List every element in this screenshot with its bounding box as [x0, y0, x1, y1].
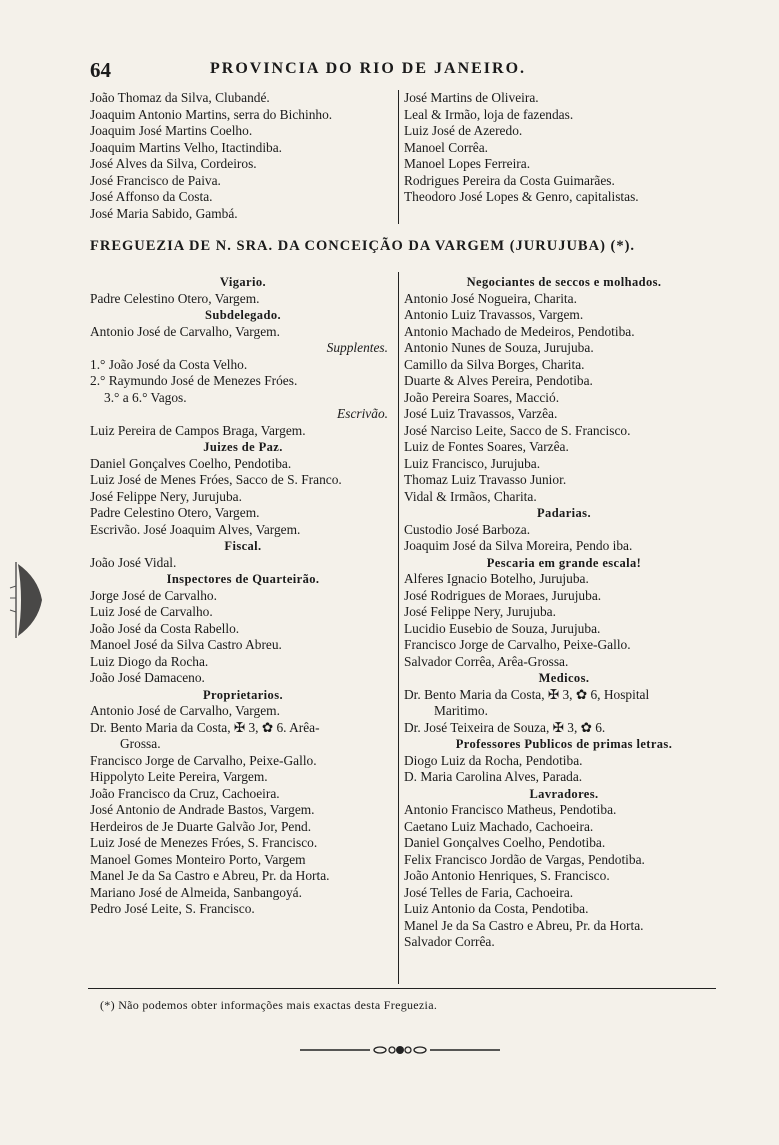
ornament-divider: [300, 1043, 500, 1057]
entry-line: Mariano José de Almeida, Sanbangoyá.: [90, 884, 302, 900]
entry-line: Antonio José de Carvalho, Vargem.: [90, 703, 280, 718]
left-column: [90, 274, 396, 918]
entry-line: Joaquim José Martins Coelho.: [90, 123, 253, 138]
column-divider-top: [398, 90, 399, 224]
entry-line: Luiz José de Menes Fróes, Sacco de S. Franco.: [90, 472, 342, 487]
entry-line: Luiz Pereira de Campos Braga, Vargem.: [90, 422, 306, 438]
entry-line: José Felippe Nery, Jurujuba.: [90, 488, 242, 504]
entry-line: Salvador Corrêa, Arêa-Grossa.: [404, 653, 569, 669]
page-title: PROVINCIA DO RIO DE JANEIRO.: [210, 60, 527, 77]
entry-line: Antonio Machado de Medeiros, Pendotiba.: [404, 323, 635, 339]
entry-line: João José Damaceno.: [90, 670, 205, 685]
entry-line: José Narciso Leite, Sacco de S. Francisco.: [404, 422, 631, 438]
entry-line: Diogo Luiz da Rocha, Pendotiba.: [404, 752, 583, 768]
entry-line: 1.° João José da Costa Velho.: [90, 356, 248, 372]
entry-line: José Antonio de Andrade Bastos, Vargem.: [90, 802, 315, 817]
entry-line: Lucidio Eusebio de Souza, Jurujuba.: [404, 620, 601, 636]
entry-line: 2.° Raymundo José de Menezes Fróes.: [90, 373, 298, 388]
entry-line: José Affonso da Costa.: [90, 189, 213, 204]
entry-line: José Rodrigues de Moraes, Jurujuba.: [404, 587, 602, 603]
entry-line: José Martins de Oliveira.: [404, 90, 539, 105]
entry-line: Antonio Luiz Travassos, Vargem.: [404, 307, 584, 322]
entry-line: João José Vidal.: [90, 554, 177, 570]
entry-line: José Maria Sabido, Gambá.: [90, 205, 238, 221]
entry-line: Joaquim Martins Velho, Itactindiba.: [90, 139, 283, 155]
entry-line: João Antonio Henriques, S. Francisco.: [404, 868, 610, 883]
section-heading: Fiscal.: [224, 539, 262, 553]
section-heading: Padarias.: [537, 506, 591, 520]
entry-line: José Telles de Faria, Cachoeira.: [404, 884, 574, 900]
entry-line: D. Maria Carolina Alves, Parada.: [404, 769, 583, 784]
entry-line: Manoel José da Silva Castro Abreu.: [90, 637, 282, 652]
section-heading: Inspectores de Quarteirão.: [166, 572, 320, 586]
entry-line: Duarte & Alves Pereira, Pendotiba.: [404, 373, 593, 388]
top-right-column: [404, 90, 724, 206]
parish-heading: FREGUEZIA DE N. SRA. DA CONCEIÇÃO DA VARGEM (JURUJUBA) (*).: [90, 238, 636, 254]
entry-line: Antonio Nunes de Souza, Jurujuba.: [404, 340, 594, 355]
entry-line: Manel Je da Sa Castro e Abreu, Pr. da Horta.: [90, 868, 330, 883]
entry-line: Daniel Gonçalves Coelho, Pendotiba.: [404, 835, 606, 850]
entry-line: Alferes Ignacio Botelho, Jurujuba.: [404, 571, 589, 586]
entry-line: Padre Celestino Otero, Vargem.: [90, 290, 260, 306]
entry-line: José Francisco de Paiva.: [90, 172, 221, 188]
entry-line: Daniel Gonçalves Coelho, Pendotiba.: [90, 455, 292, 471]
entry-line: Herdeiros de Je Duarte Galvão Jor, Pend.: [90, 818, 312, 834]
entry-line: João Thomaz da Silva, Clubandé.: [90, 90, 270, 105]
top-left-column: [90, 90, 396, 222]
entry-continuation: Maritimo.: [434, 703, 488, 718]
entry-line: Rodrigues Pereira da Costa Guimarães.: [404, 172, 615, 188]
entry-line: Hippolyto Leite Pereira, Vargem.: [90, 769, 268, 784]
section-heading: Vigario.: [219, 275, 267, 289]
entry-line: Manel Je da Sa Castro e Abreu, Pr. da Horta.: [404, 917, 644, 933]
entry-line: Manoel Lopes Ferreira.: [404, 156, 531, 171]
entry-line: Dr. José Teixeira de Souza, ✠ 3, ✿ 6.: [404, 719, 606, 735]
entry-line: Luiz José de Carvalho.: [90, 604, 213, 619]
entry-line: Custodio José Barboza.: [404, 521, 531, 537]
entry-line: Luiz de Fontes Soares, Varzêa.: [404, 439, 569, 454]
section-heading: Lavradores.: [529, 786, 599, 801]
entry-line: Joaquim Antonio Martins, serra do Bichinho.: [90, 106, 333, 122]
entry-line: 3.° a 6.° Vagos.: [104, 389, 187, 405]
page-header: [90, 58, 730, 80]
entry-line: Antonio José de Carvalho, Vargem.: [90, 323, 280, 339]
entry-line: Francisco Jorge de Carvalho, Peixe-Gallo.: [404, 637, 631, 652]
entry-line: Dr. Bento Maria da Costa, ✠ 3, ✿ 6, Hospital: [404, 686, 650, 702]
entry-line: José Felippe Nery, Jurujuba.: [404, 604, 556, 619]
entry-line: João José da Costa Rabello.: [90, 620, 240, 636]
page-number: 64: [90, 58, 111, 82]
section-heading: Professores Publicos de primas letras.: [455, 737, 673, 751]
section-heading: Subdelegado.: [204, 308, 281, 322]
entry-line: Luiz Antonio da Costa, Pendotiba.: [404, 901, 589, 916]
entry-line: José Luiz Travassos, Varzêa.: [404, 406, 558, 421]
column-divider-main: [398, 272, 399, 984]
entry-line: João Pereira Soares, Macció.: [404, 389, 560, 405]
entry-line: Francisco Jorge de Carvalho, Peixe-Gallo.: [90, 752, 317, 768]
entry-line: Vidal & Irmãos, Charita.: [404, 488, 537, 504]
section-heading: Pescaria em grande escala!: [486, 555, 642, 570]
entry-line: Salvador Corrêa.: [404, 934, 495, 949]
right-column: [404, 274, 724, 951]
entry-line: Joaquim José da Silva Moreira, Pendo iba.: [404, 538, 633, 553]
entry-line: Thomaz Luiz Travasso Junior.: [404, 472, 567, 487]
entry-line: Escrivão. José Joaquim Alves, Vargem.: [90, 521, 301, 537]
entry-line: Manoel Corrêa.: [404, 139, 489, 155]
section-heading: Juizes de Paz.: [203, 440, 283, 454]
entry-line: Antonio Francisco Matheus, Pendotiba.: [404, 802, 617, 817]
section-heading: Negociantes de seccos e molhados.: [466, 275, 662, 289]
entry-line: Antonio José Nogueira, Charita.: [404, 290, 577, 306]
entry-line: Felix Francisco Jordão de Vargas, Pendotiba.: [404, 851, 645, 867]
entry-line: José Alves da Silva, Cordeiros.: [90, 156, 257, 171]
entry-continuation: Grossa.: [120, 736, 161, 751]
entry-line: Leal & Irmão, loja de fazendas.: [404, 106, 574, 122]
entry-line: Pedro José Leite, S. Francisco.: [90, 901, 255, 916]
entry-line: Luiz José de Azeredo.: [404, 123, 523, 138]
entry-line: Luiz Francisco, Jurujuba.: [404, 455, 541, 471]
entry-line: Caetano Luiz Machado, Cachoeira.: [404, 818, 594, 834]
entry-line: Theodoro José Lopes & Genro, capitalistas.: [404, 189, 639, 204]
subsection-heading: Supplentes.: [326, 340, 388, 355]
entry-line: Luiz José de Menezes Fróes, S. Francisco.: [90, 835, 318, 850]
subsection-heading: Escrivão.: [337, 406, 388, 421]
entry-line: Luiz Diogo da Rocha.: [90, 653, 209, 669]
section-heading: Medicos.: [538, 671, 590, 685]
section-heading: Proprietarios.: [202, 687, 283, 702]
entry-line: Jorge José de Carvalho.: [90, 587, 217, 603]
entry-line: Manoel Gomes Monteiro Porto, Vargem: [90, 851, 306, 867]
entry-line: Padre Celestino Otero, Vargem.: [90, 505, 260, 520]
footnote: (*) Não podemos obter informações mais exactas desta Freguezia.: [100, 998, 438, 1012]
margin-ship-vignette-icon: [8, 558, 48, 640]
entry-line: Camillo da Silva Borges, Charita.: [404, 356, 585, 372]
entry-line: João Francisco da Cruz, Cachoeira.: [90, 785, 280, 801]
entry-line: Dr. Bento Maria da Costa, ✠ 3, ✿ 6. Arêa-: [90, 719, 320, 735]
footnote-rule: [88, 988, 716, 989]
